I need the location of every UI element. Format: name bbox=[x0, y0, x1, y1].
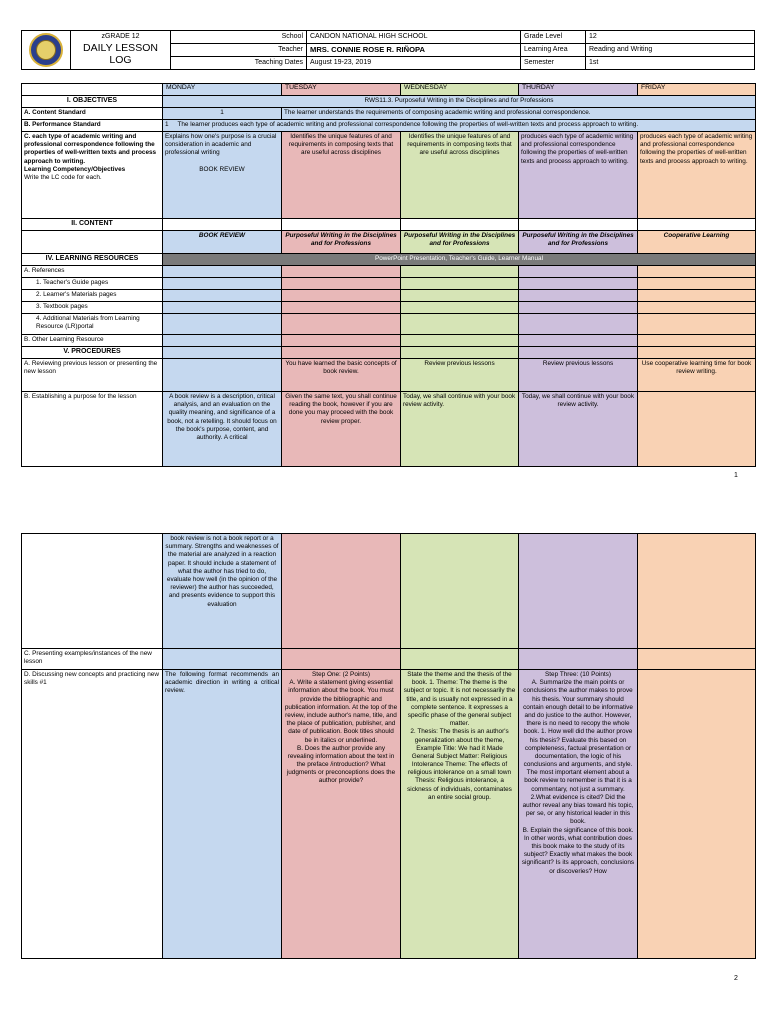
competency-label bbox=[22, 132, 163, 219]
day-friday: FRIDAY bbox=[638, 84, 756, 96]
content-friday: Cooperative Learning bbox=[638, 231, 756, 254]
content-row-label bbox=[22, 231, 163, 254]
competency-monday-extra: BOOK REVIEW bbox=[199, 165, 245, 173]
school-value: CANDON NATIONAL HIGH SCHOOL bbox=[307, 31, 521, 44]
lesson-table-page-2 bbox=[21, 533, 756, 959]
teacher-label: Teacher bbox=[171, 44, 307, 57]
content-standard-label: A. Content Standard bbox=[22, 108, 163, 120]
references-label: A. References bbox=[22, 266, 163, 278]
proc-d-label: D. Discussing new concepts and practicing new skills #1 bbox=[22, 670, 163, 959]
dates-label: Teaching Dates bbox=[171, 57, 307, 70]
logo-cell bbox=[22, 31, 71, 70]
objectives-code: RWS11.3. Purposeful Writing in the Disciplines and for Professions bbox=[163, 96, 756, 108]
content-empty-3 bbox=[401, 219, 519, 231]
content-empty-2 bbox=[282, 219, 401, 231]
proc-d-thursday: Step Three: (10 Points) A. Summarize the main points or conclusions the author makes to prove his thesis. Your summary should contain enough detail to be informative and do justice to the author. However, there is no need to recopy the whole book. 1. How well did the author prove his thesis? Evaluate this based on completeness, factual presentation or documentation, the logic of his conclusions and arguments, and style. The most important element about a book review to remember is that it is a commentary, not just a summary. 2.What evidence is cited? Did the author reveal any bias toward his topic, per se, or any historical leader in this book. B. Explain the significance of this book. In other words, what contribution does this book make to the study of its subject? Exactly what makes the book significant? Is its approach, conclusions or discoveries? How bbox=[519, 670, 638, 959]
day-wednesday: WEDNESDAY bbox=[401, 84, 519, 96]
competency-monday bbox=[163, 132, 282, 219]
page-number-1: 1 bbox=[734, 472, 738, 479]
teachers-guide-label: 1. Teacher's Guide pages bbox=[22, 278, 163, 290]
performance-standard-num: 1 bbox=[165, 121, 169, 128]
proc-b-label-cont bbox=[22, 534, 163, 649]
day-thursday: THURDAY bbox=[519, 84, 638, 96]
proc-d-wednesday: State the theme and the thesis of the book. 1. Theme: The theme is the subject or topic. It is not necessarily the title, and is usually not expressed in a complete sentence. It expresses a specific phase of the general subject matter. 2. Thesis: The thesis is an author's generalization about the theme, Example Title: We had it Made General Subject Matter: Religious Intolerance Theme: The effects of religious intolerance on a small town Thesis: Religious intolerance, a sickness of individuals, contaminates an entire social group. bbox=[401, 670, 519, 959]
competency-thursday: produces each type of academic writing and professional correspondence following the properties of well-written texts and process approach to writing. bbox=[519, 132, 638, 219]
title-cell bbox=[71, 31, 171, 70]
proc-d-monday: The following format recommends an academic direction in writing a critical review. bbox=[163, 670, 282, 959]
grade-level-label: Grade Level bbox=[521, 31, 586, 44]
competency-monday-text: Explains how one's purpose is a crucial consideration in academic and professional writing bbox=[165, 133, 277, 157]
additional-materials-label: 4. Additional Materials from Learning Resource (LR)portal bbox=[22, 314, 163, 335]
proc-d-tuesday: Step One: (2 Points) A. Write a statement giving essential information about the book. You must provide the bibliographic and publication information. At the top of the review, include author's name, title, and the place of publication, publisher, and date of publication. Book titles should be in italics or underlined. B. Does the author provide any revealing information about the text in the preface /introduction? What judgments or preconceptions does the author provide? bbox=[282, 670, 401, 959]
proc-b-wednesday: Today, we shall continue with your book review activity. bbox=[401, 392, 519, 467]
objectives-heading: I. OBJECTIVES bbox=[22, 96, 163, 108]
day-monday: MONDAY bbox=[163, 84, 282, 96]
content-tuesday: Purposeful Writing in the Disciplines and for Professions bbox=[282, 231, 401, 254]
proc-c-label: C. Presenting examples/instances of the new lesson bbox=[22, 649, 163, 670]
dll-title-2: LOG bbox=[109, 54, 132, 67]
competency-tuesday: Identifies the unique features of and requirements in composing texts that are useful across disciplines bbox=[282, 132, 401, 219]
content-thursday: Purposeful Writing in the Disciplines and for Professions bbox=[519, 231, 638, 254]
proc-b-tuesday: Given the same text, you shall continue reading the book, however if you are done you may proceed with the book review proper. bbox=[282, 392, 401, 467]
corner-cell bbox=[22, 84, 163, 96]
proc-b-monday-cont: book review is not a book report or a summary. Strengths and weaknesses of the material are analyzed in a reaction paper. It should include a statement of what the author has tried to do, evaluate how well (in the opinion of the reviewer) the author has succeeded, and presents evidence to support this evaluation bbox=[163, 534, 282, 649]
dll-title-1: DAILY LESSON bbox=[83, 41, 158, 54]
grade-level-value: 12 bbox=[586, 31, 755, 44]
content-empty-1 bbox=[163, 219, 282, 231]
competency-title: Learning Competency/Objectives bbox=[24, 165, 126, 173]
learning-area-value: Reading and Writing bbox=[586, 44, 755, 57]
teacher-value: MRS. CONNIE ROSE R. RIÑOPA bbox=[307, 44, 521, 57]
semester-value: 1st bbox=[586, 57, 755, 70]
resources-heading: IV. LEARNING RESOURCES bbox=[22, 254, 163, 266]
content-monday: BOOK REVIEW bbox=[163, 231, 282, 254]
content-standard-text: The learner understands the requirements of composing academic writing and professional correspondence. bbox=[282, 108, 756, 120]
resources-banner: PowerPoint Presentation, Teacher's Guide, Learner Manual bbox=[163, 254, 756, 266]
semester-label: Semester bbox=[521, 57, 586, 70]
proc-b-label: B. Establishing a purpose for the lesson bbox=[22, 392, 163, 467]
lesson-table-page-1 bbox=[21, 83, 756, 467]
page-number-2: 2 bbox=[734, 975, 738, 982]
content-wednesday: Purposeful Writing in the Disciplines and for Professions bbox=[401, 231, 519, 254]
performance-standard-body: The learner produces each type of academic writing and professional correspondence following the properties of well-written texts and process approach to writing. bbox=[177, 121, 639, 128]
performance-standard-label: B. Performance Standard bbox=[22, 120, 163, 132]
performance-standard-text bbox=[163, 120, 756, 132]
content-heading: II. CONTENT bbox=[22, 219, 163, 231]
dates-value: August 19-23, 2019 bbox=[307, 57, 521, 70]
proc-a-tuesday: You have learned the basic concepts of book review. bbox=[282, 359, 401, 392]
header-table bbox=[21, 30, 755, 70]
competency-note: Write the LC code for each. bbox=[24, 173, 102, 181]
learning-area-label: Learning Area bbox=[521, 44, 586, 57]
textbook-pages-label: 3. Textbook pages bbox=[22, 302, 163, 314]
other-resource-label: B. Other Learning Resource bbox=[22, 335, 163, 347]
proc-b-thursday: Today, we shall continue with your book review activity. bbox=[519, 392, 638, 467]
proc-a-thursday: Review previous lessons bbox=[519, 359, 638, 392]
proc-a-wednesday: Review previous lessons bbox=[401, 359, 519, 392]
competency-wednesday: Identifies the unique features of and requirements in composing texts that are useful across disciplines bbox=[401, 132, 519, 219]
learners-materials-label: 2. Learner's Materials pages bbox=[22, 290, 163, 302]
content-standard-num: 1 bbox=[163, 108, 282, 120]
competency-text: C. each type of academic writing and professional correspondence following the properties of well-written texts and process approach to writing. bbox=[24, 133, 157, 165]
grade-label: zGRADE 12 bbox=[101, 32, 140, 40]
procedures-heading: V. PROCEDURES bbox=[22, 347, 163, 359]
day-tuesday: TUESDAY bbox=[282, 84, 401, 96]
proc-b-monday: A book review is a description, critical analysis, and an evaluation on the quality meaning, and significance of a book, not a retelling. It should focus on the book's purpose, content, and authority. A critical bbox=[163, 392, 282, 467]
competency-friday: produces each type of academic writing and professional correspondence following the properties of well-written texts and process approach to writing. bbox=[638, 132, 756, 219]
deped-seal-icon bbox=[29, 33, 63, 67]
content-empty-4 bbox=[519, 219, 638, 231]
proc-a-friday: Use cooperative learning time for book review writing. bbox=[638, 359, 756, 392]
proc-a-label: A. Reviewing previous lesson or presenting the new lesson bbox=[22, 359, 163, 392]
content-empty-5 bbox=[638, 219, 756, 231]
school-label: School bbox=[171, 31, 307, 44]
